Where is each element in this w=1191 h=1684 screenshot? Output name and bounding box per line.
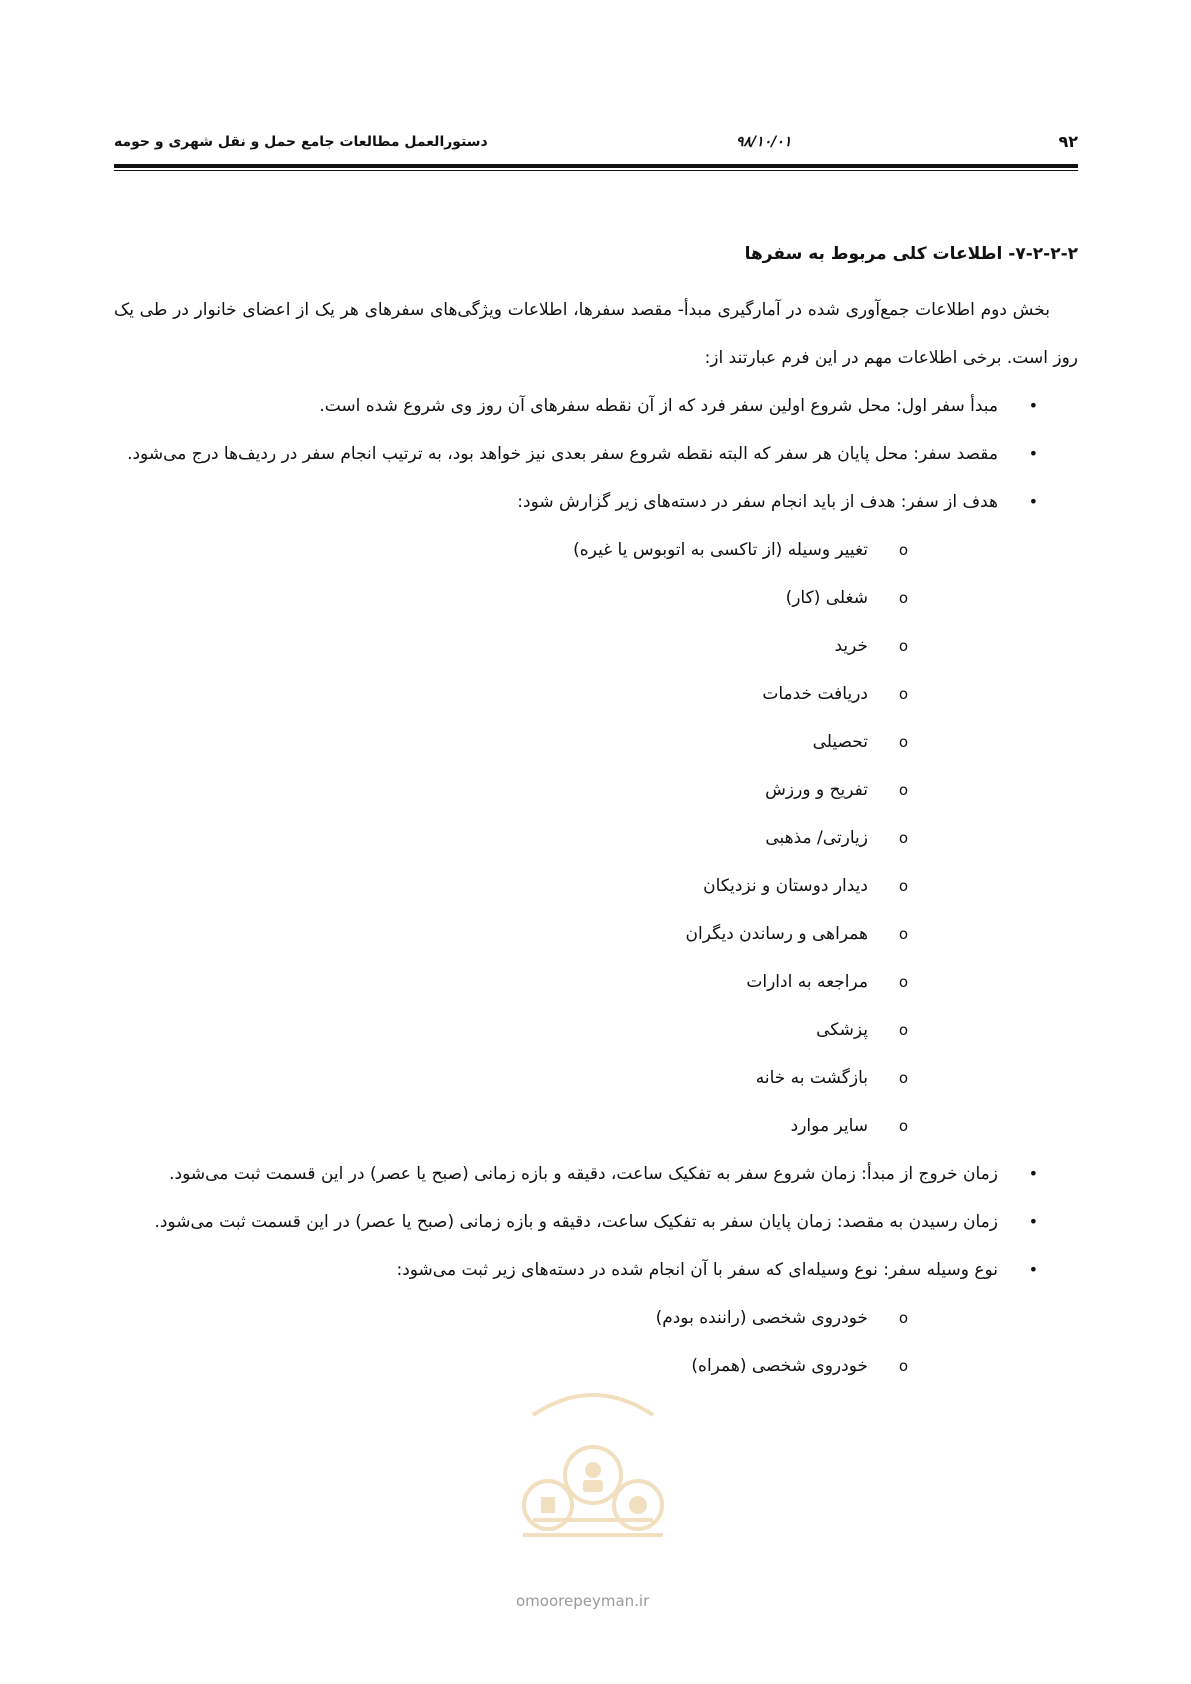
list-item	[114, 766, 1078, 814]
list-item-text: سایر موارد	[790, 1116, 868, 1136]
bullet-marker: •	[1028, 1260, 1038, 1279]
bullet-arrival-time	[114, 1198, 1078, 1246]
list-item	[114, 526, 1078, 574]
list-item-text: دیدار دوستان و نزدیکان	[703, 876, 868, 896]
circle-marker: o	[898, 541, 908, 559]
section-heading: ۷-۲-۲-۲- اطلاعات کلی مربوط به سفرها	[744, 244, 1078, 264]
page-number: ۹۲	[1058, 132, 1078, 151]
list-item-text: بازگشت به خانه	[755, 1068, 868, 1088]
list-item	[114, 670, 1078, 718]
bullet-trip-purpose	[114, 478, 1078, 526]
circle-marker: o	[898, 685, 908, 703]
list-item-text: دریافت خدمات	[762, 684, 868, 704]
bullet-departure-time	[114, 1150, 1078, 1198]
bullet-destination	[114, 430, 1078, 478]
circle-marker: o	[898, 637, 908, 655]
list-item-text: زیارتی/ مذهبی	[765, 828, 868, 848]
bullet-travel-mode	[114, 1246, 1078, 1294]
circle-marker: o	[898, 877, 908, 895]
document-date: ۹۸/۱۰/۰۱	[736, 134, 792, 150]
list-item-text: همراهی و رساندن دیگران	[685, 924, 868, 944]
watermark-logo-icon	[503, 1375, 683, 1555]
bullet-text: مبدأ سفر اول: محل شروع اولین سفر فرد که از آن نقطه سفرهای آن روز وی شروع شده است.	[319, 396, 998, 416]
bullet-text: زمان رسیدن به مقصد: زمان پایان سفر به تفکیک ساعت، دقیقه و بازه زمانی (صبح یا عصر) در این قسمت ثبت می‌شود.	[154, 1212, 998, 1232]
page-header	[114, 128, 1078, 156]
list-item-text: تحصیلی	[812, 732, 868, 752]
circle-marker: o	[898, 829, 908, 847]
bullet-text: زمان خروج از مبدأ: زمان شروع سفر به تفکیک ساعت، دقیقه و بازه زمانی (صبح یا عصر) در این قسمت ثبت می‌شود.	[169, 1164, 998, 1184]
list-item	[114, 1054, 1078, 1102]
list-item	[114, 910, 1078, 958]
circle-marker: o	[898, 733, 908, 751]
list-item-text: مراجعه به ادارات	[746, 972, 868, 992]
list-item	[114, 1294, 1078, 1342]
list-item	[114, 574, 1078, 622]
bullet-text: مقصد سفر: محل پایان هر سفر که البته نقطه شروع سفر بعدی نیز خواهد بود، به ترتیب انجام سفر در ردیف‌ها درج می‌شود.	[127, 444, 998, 464]
header-rule-thin	[114, 170, 1078, 171]
circle-marker: o	[898, 1357, 908, 1375]
bullet-marker: •	[1028, 492, 1038, 511]
list-item	[114, 1102, 1078, 1150]
list-item-text: خودروی شخصی (همراه)	[691, 1356, 868, 1376]
list-item	[114, 622, 1078, 670]
bullet-marker: •	[1028, 1212, 1038, 1231]
list-item	[114, 862, 1078, 910]
list-item-text: تغییر وسیله (از تاکسی به اتوبوس یا غیره)	[573, 540, 868, 560]
list-item	[114, 1006, 1078, 1054]
list-item-text: شغلی (کار)	[785, 588, 868, 608]
circle-marker: o	[898, 781, 908, 799]
circle-marker: o	[898, 1069, 908, 1087]
watermark-url: omoorepeyman.ir	[516, 1592, 650, 1610]
circle-marker: o	[898, 1021, 908, 1039]
bullet-marker: •	[1028, 396, 1038, 415]
bullet-marker: •	[1028, 444, 1038, 463]
bullet-text: هدف از سفر: هدف از باید انجام سفر در دسته‌های زیر گزارش شود:	[517, 492, 998, 512]
list-item	[114, 718, 1078, 766]
document-title: دستورالعمل مطالعات جامع حمل و نقل شهری و حومه	[114, 134, 488, 150]
list-item-text: خودروی شخصی (راننده بودم)	[655, 1308, 868, 1328]
purpose-list	[114, 526, 1078, 1150]
intro-paragraph: بخش دوم اطلاعات جمع‌آوری شده در آمارگیری مبدأ- مقصد سفرها، اطلاعات ویژگی‌های سفرهای هر یک از اعضای خانوار در طی یک روز است. برخی اطلاعات مهم در این فرم عبارتند از:	[114, 300, 1078, 368]
bullet-marker: •	[1028, 1164, 1038, 1183]
list-item-text: خرید	[834, 636, 868, 656]
circle-marker: o	[898, 973, 908, 991]
bullet-first-origin	[114, 382, 1078, 430]
circle-marker: o	[898, 589, 908, 607]
circle-marker: o	[898, 1117, 908, 1135]
list-item-text: پزشکی	[816, 1020, 868, 1040]
page-content	[114, 240, 1078, 1390]
list-item	[114, 814, 1078, 862]
circle-marker: o	[898, 925, 908, 943]
bullet-text: نوع وسیله سفر: نوع وسیله‌ای که سفر با آن انجام شده در دسته‌های زیر ثبت می‌شود:	[396, 1260, 998, 1280]
list-item-text: تفریح و ورزش	[765, 780, 868, 800]
list-item	[114, 958, 1078, 1006]
header-rule-thick	[114, 164, 1078, 168]
circle-marker: o	[898, 1309, 908, 1327]
